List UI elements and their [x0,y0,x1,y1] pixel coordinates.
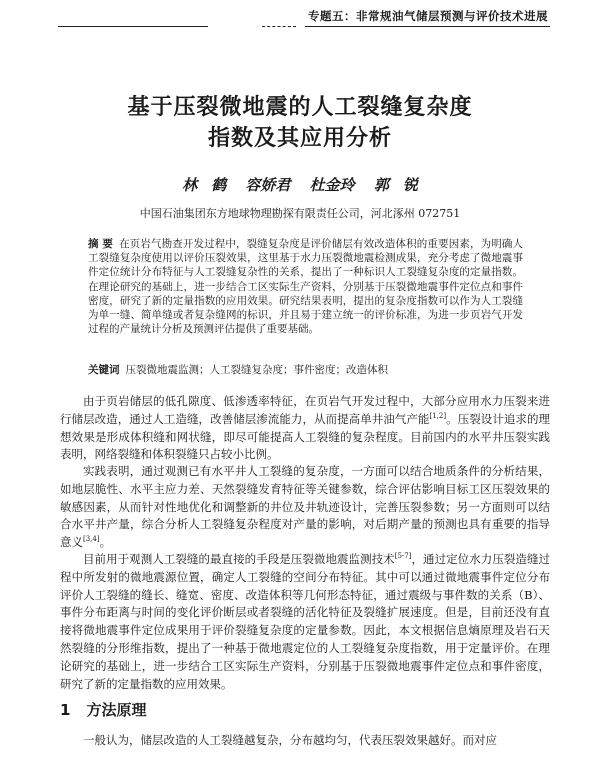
section-title: 方法原理 [86,701,147,719]
affiliation: 中国石油集团东方地球物理勘探有限责任公司，河北涿州 072751 [139,207,461,220]
author-name: 容娇君 [245,176,291,194]
header-rule-right [305,26,550,27]
keywords-text: 压裂微地震监测；人工裂缝复杂度；事件密度；改造体积 [125,364,388,376]
header-rule-left [58,26,208,27]
author-list [0,174,600,195]
paper-title-line-2: 指数及其应用分析 [207,126,392,151]
body-paragraph-4: 一般认为，储层改造的人工裂缝越复杂，分布越均匀，代表压裂效果越好。而对应 [83,733,497,747]
author-name: 鹤 [211,176,227,194]
section-heading [60,699,146,720]
abstract [88,237,523,336]
keywords [88,362,523,377]
abstract-text: 在页岩气勘查开发过程中，裂缝复杂度是评价储层有效改造体积的重要因素，为明确人工裂缝复杂度使用以评价压裂效果，这里基于水力压裂微地震检测成果，充分考虑了微地震事件定位统计分布特征与人工裂缝复杂性的关系，提出了一种标识人工裂缝复杂度的定量指数。在理论研究的基础上，进一步结合工区实际生产资料，分别基于压裂微地震事件定位点和事件密度，研究了新的定量指数的应用效果。研究结果表明，提出的复杂度指数可以作为人工裂缝为单一缝、简单缝或者复杂缝网的标识，并且易于建立统一的评价标准，为进一步页岩气开发过程的产量统计分析及预测评估提供了重要基础。 [88,238,524,336]
author-name: 郭 [373,176,389,194]
citation: [5-7] [394,552,412,561]
paper-title-line-1: 基于压裂微地震的人工裂缝复杂度 [127,95,473,120]
abstract-label: 摘 要 [88,238,114,250]
keywords-label: 关键词 [88,364,120,376]
citation: [3,4] [83,535,100,544]
body-paragraph-2: 实践表明，通过观测已有水平井人工裂缝的复杂度，一方面可以结合地质条件的分析结果，如地层脆性、水平主应力差、天然裂缝发育特征等关键参数，综合评估影响目标工区压裂效果的敏感因素，从而针对性地优化和调整新的井位及井轨迹设计，完善压裂参数；另一方面则可以结合水平井产量，综合分析人工裂缝复杂程度对产量的影响，对后期产量的预测也具有重要的指导意义[3,4]。 [60,464,550,550]
body-paragraph-3: 目前用于观测人工裂缝的最直接的手段是压裂微地震监测技术[5-7]，通过定位水力压裂造缝过程中所发射的微地震源位置，确定人工裂缝的空间分布特征。其中可以通过微地震事件定位分布评价人工裂缝的缝长、缝宽、密度、改造体积等几何形态特征，通过震级与事件数的关系（B）、事件分布距离与时间的变化评价断层或者裂缝的活化特征及裂缝扩展速度。但是，目前还没有直接将微地震事件定位成果用于评价裂缝复杂度的定量参数。因此，本文根据信息熵原理及岩石天然裂缝的分形维指数，提出了一种基于微地震定位的人工裂缝复杂度指数，用于定量评价。在理论研究的基础上，进一步结合工区实际生产资料，分别基于压裂微地震事件定位点和事件密度，研究了新的定量指数的应用效果。 [60,552,550,691]
author-name: 杜金玲 [309,176,355,194]
author-name: 锐 [402,176,418,194]
citation: [1,2] [429,411,447,420]
author-name: 林 [182,176,198,194]
section-number: 1 [60,701,71,719]
running-header: 专题五：非常规油气储层预测与评价技术进展 [308,9,548,23]
header-rule-dash [262,26,296,27]
body-paragraph-1: 由于页岩储层的低孔隙度、低渗透率特征，在页岩气开发过程中，大部分应用水力压裂来进行储层改造，通过人工造缝，改善储层渗流能力，从而提高单井油气产能[1,2]。压裂设计追求的理想效果是形成体积缝和网状缝，即尽可能提高人工裂缝的复杂程度。目前国内的水平井压裂实践表明，网络裂缝和体积裂缝只占较小比例。 [60,394,551,462]
